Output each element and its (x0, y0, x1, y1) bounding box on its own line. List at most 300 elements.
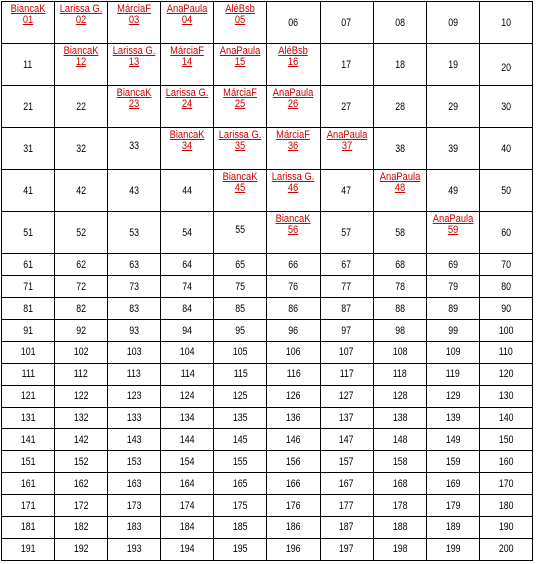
claimant-name: BiancaK (169, 129, 205, 142)
cell-number: 97 (341, 324, 352, 337)
number-cell (479, 212, 532, 254)
cell-number: 59 (447, 224, 459, 237)
claimant-name: AnaPaula (220, 45, 261, 58)
cell-number: 68 (394, 258, 405, 271)
number-cell (161, 385, 214, 407)
claimant-name: AléBsb (278, 45, 309, 58)
cell-number: 197 (339, 543, 354, 556)
claimant-name: Larissa G. (112, 45, 156, 58)
number-cell (161, 276, 214, 298)
cell-number: 41 (23, 184, 33, 197)
claimed-number-cell (108, 2, 161, 44)
number-cell (108, 495, 161, 517)
number-cell (2, 429, 55, 451)
number-cell (55, 254, 108, 276)
cell-number: 05 (235, 14, 246, 26)
cell-number: 196 (286, 543, 301, 556)
number-cell (55, 320, 108, 342)
claimed-number-cell (161, 2, 214, 44)
claimant-name: AnaPaula (379, 171, 420, 184)
number-cell (426, 128, 479, 170)
cell-number: 163 (126, 477, 142, 490)
claimant-name: Larissa G. (59, 3, 103, 15)
cell-number: 77 (341, 280, 352, 293)
claimed-number-cell (161, 128, 214, 170)
claimant-name: BiancaK (116, 87, 152, 100)
cell-number: 111 (21, 368, 35, 381)
cell-number: 36 (288, 140, 299, 153)
number-cell (426, 363, 479, 385)
cell-number: 14 (182, 56, 193, 69)
number-cell (108, 451, 161, 473)
cell-number: 63 (129, 258, 140, 271)
cell-number: 93 (129, 324, 140, 337)
cell-number: 21 (23, 100, 33, 113)
cell-number: 48 (394, 182, 405, 195)
cell-number: 96 (288, 324, 299, 337)
cell-number: 171 (20, 499, 36, 512)
cell-number: 167 (339, 477, 354, 490)
cell-number: 39 (447, 142, 458, 155)
number-cell (426, 516, 479, 538)
grid-row (2, 2, 533, 44)
number-cell (320, 341, 373, 363)
cell-number: 82 (76, 302, 87, 315)
number-cell (214, 538, 267, 560)
cell-number: 109 (445, 346, 461, 359)
cell-number: 95 (235, 324, 246, 337)
cell-number: 150 (498, 433, 514, 446)
cell-number: 87 (341, 302, 352, 315)
cell-number: 20 (501, 61, 511, 74)
cell-number: 175 (233, 499, 248, 512)
claimant-name: AnaPaula (167, 3, 208, 15)
number-cell (214, 298, 267, 320)
cell-number: 32 (76, 142, 87, 155)
cell-number: 76 (288, 280, 299, 293)
cell-number: 172 (73, 499, 89, 512)
number-cell (214, 429, 267, 451)
cell-number: 47 (341, 184, 352, 197)
grid-row (2, 473, 533, 495)
cell-number: 152 (73, 455, 89, 468)
cell-number: 154 (179, 455, 195, 468)
cell-number: 12 (75, 56, 87, 69)
number-cell (426, 473, 479, 495)
number-cell (320, 254, 373, 276)
cell-number: 23 (129, 98, 140, 111)
number-cell (373, 407, 426, 429)
number-cell (161, 516, 214, 538)
number-cell (2, 44, 55, 86)
cell-number: 108 (392, 346, 408, 359)
number-cell (479, 276, 532, 298)
cell-number: 176 (286, 499, 301, 512)
number-cell (161, 254, 214, 276)
claimant-name: BiancaK (276, 213, 311, 226)
cell-number: 94 (182, 324, 193, 337)
cell-number: 126 (286, 390, 301, 403)
claimed-number-cell (108, 44, 161, 86)
cell-number: 130 (498, 390, 514, 403)
cell-number: 70 (501, 258, 511, 271)
number-cell (479, 254, 532, 276)
cell-number: 38 (394, 142, 405, 155)
cell-number: 170 (498, 477, 514, 490)
cell-number: 200 (498, 543, 514, 556)
cell-number: 67 (341, 258, 352, 271)
cell-number: 129 (445, 390, 461, 403)
number-cell (55, 341, 108, 363)
grid-row (2, 276, 533, 298)
cell-number: 128 (392, 390, 408, 403)
cell-number: 33 (129, 139, 140, 152)
cell-number: 139 (445, 412, 461, 425)
cell-number: 185 (233, 521, 248, 534)
number-cell (2, 516, 55, 538)
cell-number: 174 (179, 499, 195, 512)
number-cell (373, 2, 426, 44)
cell-number: 189 (445, 521, 461, 534)
number-cell (108, 407, 161, 429)
cell-number: 79 (447, 280, 458, 293)
number-cell (479, 451, 532, 473)
cell-number: 173 (126, 499, 142, 512)
cell-number: 06 (288, 16, 299, 29)
cell-number: 27 (341, 100, 352, 113)
cell-number: 74 (182, 280, 193, 293)
cell-number: 134 (179, 412, 195, 425)
number-cell (214, 341, 267, 363)
cell-number: 160 (498, 455, 514, 468)
cell-number: 186 (286, 521, 301, 534)
cell-number: 100 (498, 324, 514, 337)
number-cell (267, 385, 320, 407)
grid-row (2, 516, 533, 538)
number-cell (426, 2, 479, 44)
cell-number: 145 (233, 433, 248, 446)
cell-number: 22 (76, 100, 87, 113)
grid-row (2, 495, 533, 517)
number-cell (426, 298, 479, 320)
cell-number: 19 (447, 58, 458, 71)
cell-number: 105 (233, 346, 248, 359)
number-cell (2, 86, 55, 128)
cell-number: 161 (20, 477, 36, 490)
claimant-name: AléBsb (225, 3, 256, 15)
number-cell (55, 363, 108, 385)
number-cell (426, 341, 479, 363)
grid-row (2, 451, 533, 473)
number-cell (373, 341, 426, 363)
cell-number: 07 (341, 16, 352, 29)
number-cell (320, 516, 373, 538)
number-cell (426, 44, 479, 86)
number-cell (214, 254, 267, 276)
cell-number: 192 (73, 543, 89, 556)
cell-number: 177 (339, 499, 354, 512)
cell-number: 35 (235, 140, 246, 153)
cell-number: 04 (182, 14, 193, 26)
number-cell (320, 473, 373, 495)
cell-number: 141 (20, 433, 36, 446)
claimant-name: BiancaK (222, 171, 258, 184)
cell-number: 199 (445, 543, 461, 556)
number-cell (479, 495, 532, 517)
number-cell (108, 276, 161, 298)
cell-number: 146 (286, 433, 301, 446)
number-cell (108, 320, 161, 342)
number-cell (108, 298, 161, 320)
number-cell (2, 320, 55, 342)
cell-number: 127 (339, 390, 354, 403)
cell-number: 140 (498, 412, 514, 425)
number-cell (161, 320, 214, 342)
claimed-number-cell (267, 86, 320, 128)
cell-number: 81 (23, 302, 33, 315)
cell-number: 162 (73, 477, 89, 490)
grid-row (2, 298, 533, 320)
cell-number: 178 (392, 499, 408, 512)
cell-number: 143 (126, 433, 142, 446)
cell-number: 106 (286, 346, 301, 359)
cell-number: 01 (22, 14, 34, 26)
number-cell (426, 254, 479, 276)
cell-number: 101 (20, 346, 36, 359)
cell-number: 116 (286, 368, 301, 381)
number-cell (2, 407, 55, 429)
cell-number: 187 (339, 521, 354, 534)
cell-number: 164 (179, 477, 195, 490)
number-cell (108, 473, 161, 495)
number-cell (55, 128, 108, 170)
cell-number: 193 (126, 543, 142, 556)
number-cell (55, 385, 108, 407)
grid-row (2, 212, 533, 254)
number-cell (267, 2, 320, 44)
cell-number: 30 (501, 100, 511, 113)
grid-row (2, 254, 533, 276)
cell-number: 62 (76, 258, 87, 271)
number-cell (320, 86, 373, 128)
cell-number: 147 (339, 433, 354, 446)
number-cell (55, 86, 108, 128)
number-cell (2, 170, 55, 212)
claimant-name: Larissa G. (272, 171, 315, 184)
number-cell (267, 473, 320, 495)
cell-number: 84 (182, 302, 193, 315)
cell-number: 69 (447, 258, 458, 271)
number-cell (214, 385, 267, 407)
number-cell (2, 276, 55, 298)
number-cell (426, 429, 479, 451)
number-cell (426, 385, 479, 407)
cell-number: 85 (235, 302, 246, 315)
number-cell (426, 407, 479, 429)
claimant-name: BiancaK (10, 3, 46, 15)
cell-number: 103 (126, 346, 142, 359)
number-cell (267, 451, 320, 473)
cell-number: 114 (180, 368, 195, 381)
cell-number: 137 (339, 412, 354, 425)
number-cell (373, 495, 426, 517)
cell-number: 08 (394, 16, 405, 29)
cell-number: 29 (447, 100, 458, 113)
number-cell (2, 495, 55, 517)
number-cell (2, 538, 55, 560)
number-cell (479, 538, 532, 560)
cell-number: 117 (339, 368, 354, 381)
claimed-number-cell (55, 2, 108, 44)
claimed-number-cell (267, 212, 320, 254)
claimant-name: BiancaK (63, 45, 99, 58)
claimed-number-cell (214, 86, 267, 128)
claimed-number-cell (214, 128, 267, 170)
cell-number: 60 (501, 226, 511, 239)
number-cell (320, 429, 373, 451)
number-cell (161, 298, 214, 320)
number-cell (373, 451, 426, 473)
grid-row (2, 128, 533, 170)
cell-number: 78 (394, 280, 405, 293)
number-cell (267, 298, 320, 320)
cell-number: 112 (74, 368, 89, 381)
cell-number: 155 (233, 455, 248, 468)
number-cell (479, 86, 532, 128)
number-cell (55, 538, 108, 560)
number-cell (2, 341, 55, 363)
number-cell (479, 407, 532, 429)
number-cell (373, 516, 426, 538)
cell-number: 158 (392, 455, 408, 468)
cell-number: 58 (394, 226, 405, 239)
claimed-number-cell (2, 2, 55, 44)
cell-number: 56 (288, 224, 299, 237)
cell-number: 131 (20, 412, 36, 425)
number-cell (214, 407, 267, 429)
number-cell (214, 320, 267, 342)
number-cell (55, 473, 108, 495)
cell-number: 54 (182, 226, 193, 239)
number-cell (320, 538, 373, 560)
claimed-number-cell (108, 86, 161, 128)
number-cell (479, 170, 532, 212)
claimant-name: MárciaF (170, 45, 205, 58)
number-cell (320, 276, 373, 298)
number-cell (108, 429, 161, 451)
number-cell (161, 170, 214, 212)
number-cell (108, 341, 161, 363)
cell-number: 51 (23, 226, 33, 239)
number-cell (373, 212, 426, 254)
number-cell (373, 128, 426, 170)
cell-number: 166 (286, 477, 301, 490)
cell-number: 138 (392, 412, 408, 425)
number-cell (108, 254, 161, 276)
cell-number: 99 (447, 324, 458, 337)
cell-number: 44 (182, 184, 193, 197)
number-cell (426, 451, 479, 473)
cell-number: 65 (235, 258, 246, 271)
number-grid-table (1, 1, 533, 561)
cell-number: 72 (76, 280, 87, 293)
cell-number: 169 (445, 477, 461, 490)
number-cell (479, 516, 532, 538)
number-cell (2, 254, 55, 276)
number-cell (373, 254, 426, 276)
number-cell (108, 538, 161, 560)
number-cell (267, 429, 320, 451)
number-cell (373, 363, 426, 385)
number-cell (161, 363, 214, 385)
cell-number: 179 (445, 499, 461, 512)
number-cell (214, 473, 267, 495)
number-cell (108, 212, 161, 254)
cell-number: 88 (394, 302, 405, 315)
claimed-number-cell (161, 44, 214, 86)
number-cell (479, 341, 532, 363)
number-cell (479, 128, 532, 170)
cell-number: 144 (179, 433, 195, 446)
number-cell (479, 298, 532, 320)
cell-number: 83 (129, 302, 140, 315)
cell-number: 89 (447, 302, 458, 315)
grid-row (2, 538, 533, 560)
number-cell (55, 170, 108, 212)
cell-number: 91 (23, 324, 33, 337)
cell-number: 135 (233, 412, 248, 425)
cell-number: 148 (392, 433, 408, 446)
cell-number: 102 (73, 346, 89, 359)
claimant-name: MárciaF (223, 87, 258, 100)
number-cell (373, 298, 426, 320)
grid-row (2, 341, 533, 363)
number-cell (267, 407, 320, 429)
cell-number: 142 (73, 433, 89, 446)
grid-row (2, 385, 533, 407)
number-cell (267, 495, 320, 517)
cell-number: 119 (445, 368, 460, 381)
cell-number: 37 (341, 140, 352, 153)
grid-row (2, 170, 533, 212)
number-cell (479, 2, 532, 44)
cell-number: 157 (339, 455, 354, 468)
grid-row (2, 86, 533, 128)
number-cell (2, 451, 55, 473)
number-cell (161, 538, 214, 560)
cell-number: 181 (20, 521, 36, 534)
number-cell (267, 363, 320, 385)
number-cell (267, 516, 320, 538)
number-cell (320, 385, 373, 407)
cell-number: 73 (129, 280, 140, 293)
number-cell (55, 407, 108, 429)
cell-number: 180 (498, 499, 514, 512)
number-cell (426, 170, 479, 212)
cell-number: 16 (288, 56, 299, 69)
cell-number: 15 (235, 56, 246, 69)
number-cell (479, 320, 532, 342)
cell-number: 168 (392, 477, 408, 490)
claimed-number-cell (267, 128, 320, 170)
number-cell (320, 451, 373, 473)
number-cell (267, 341, 320, 363)
cell-number: 98 (394, 324, 405, 337)
number-cell (373, 320, 426, 342)
number-cell (479, 385, 532, 407)
number-cell (320, 212, 373, 254)
claimed-number-cell (214, 44, 267, 86)
